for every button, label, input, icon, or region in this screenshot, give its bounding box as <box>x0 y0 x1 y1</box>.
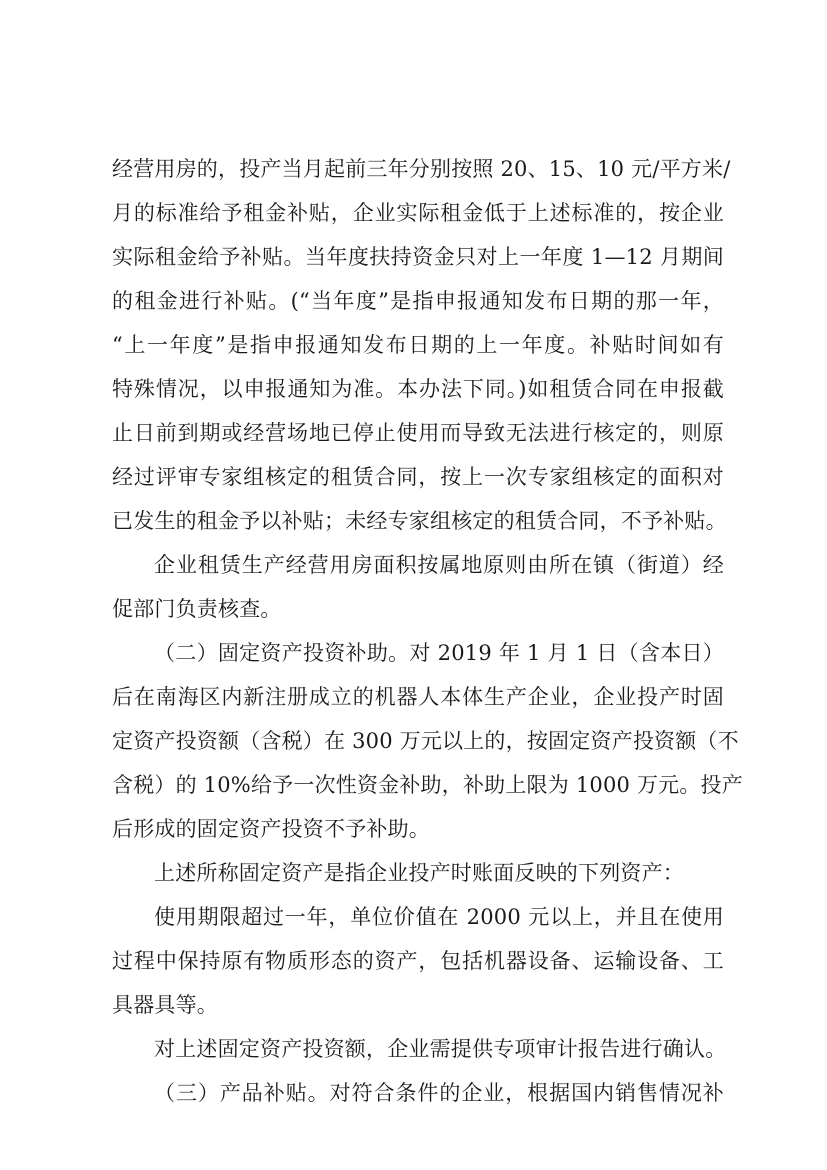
text-line: 企业租赁生产经营用房面积按属地原则由所在镇（街道）经 <box>154 553 724 577</box>
text-line: 的租金进行补贴。(“当年度”是指申报通知发布日期的那一年， <box>112 289 724 313</box>
text-line: 含税）的 10%给予一次性资金补助，补助上限为 1000 万元。投产 <box>112 773 743 797</box>
text-line: 月的标准给予租金补贴，企业实际租金低于上述标准的，按企业 <box>112 201 724 225</box>
text-line: 经营用房的，投产当月起前三年分别按照 20、15、10 元/平方米/ <box>112 157 731 181</box>
text-line: 后形成的固定资产投资不予补助。 <box>112 817 430 841</box>
text-line: 定资产投资额（含税）在 300 万元以上的，按固定资产投资额（不 <box>112 729 739 753</box>
text-line: 实际租金给予补贴。当年度扶持资金只对上一年度 1—12 月期间 <box>112 245 724 269</box>
text-line: 特殊情况，以申报通知为准。本办法下同。)如租赁合同在申报截 <box>112 377 724 401</box>
text-line: “上一年度”是指申报通知发布日期的上一年度。补贴时间如有 <box>112 333 724 357</box>
text-line: 上述所称固定资产是指企业投产时账面反映的下列资产： <box>154 861 684 885</box>
section-heading-line: （二）固定资产投资补助。对 2019 年 1 月 1 日（含本日） <box>154 641 724 665</box>
text-line: 具器具等。 <box>112 993 218 1017</box>
text-line: 使用期限超过一年，单位价值在 2000 元以上，并且在使用 <box>154 905 724 929</box>
text-line: 过程中保持原有物质形态的资产，包括机器设备、运输设备、工 <box>112 949 724 973</box>
text-line: 后在南海区内新注册成立的机器人本体生产企业，企业投产时固 <box>112 685 724 709</box>
text-line: 经过评审专家组核定的租赁合同，按上一次专家组核定的面积对 <box>112 465 724 489</box>
text-line: 止日前到期或经营场地已停止使用而导致无法进行核定的，则原 <box>112 421 724 445</box>
text-line: 促部门负责核查。 <box>112 597 282 621</box>
text-line: 对上述固定资产投资额，企业需提供专项审计报告进行确认。 <box>154 1037 727 1061</box>
section-heading-line: （三）产品补贴。对符合条件的企业，根据国内销售情况补 <box>154 1081 724 1105</box>
text-line: 已发生的租金予以补贴；未经专家组核定的租赁合同，不予补贴。 <box>112 509 727 533</box>
